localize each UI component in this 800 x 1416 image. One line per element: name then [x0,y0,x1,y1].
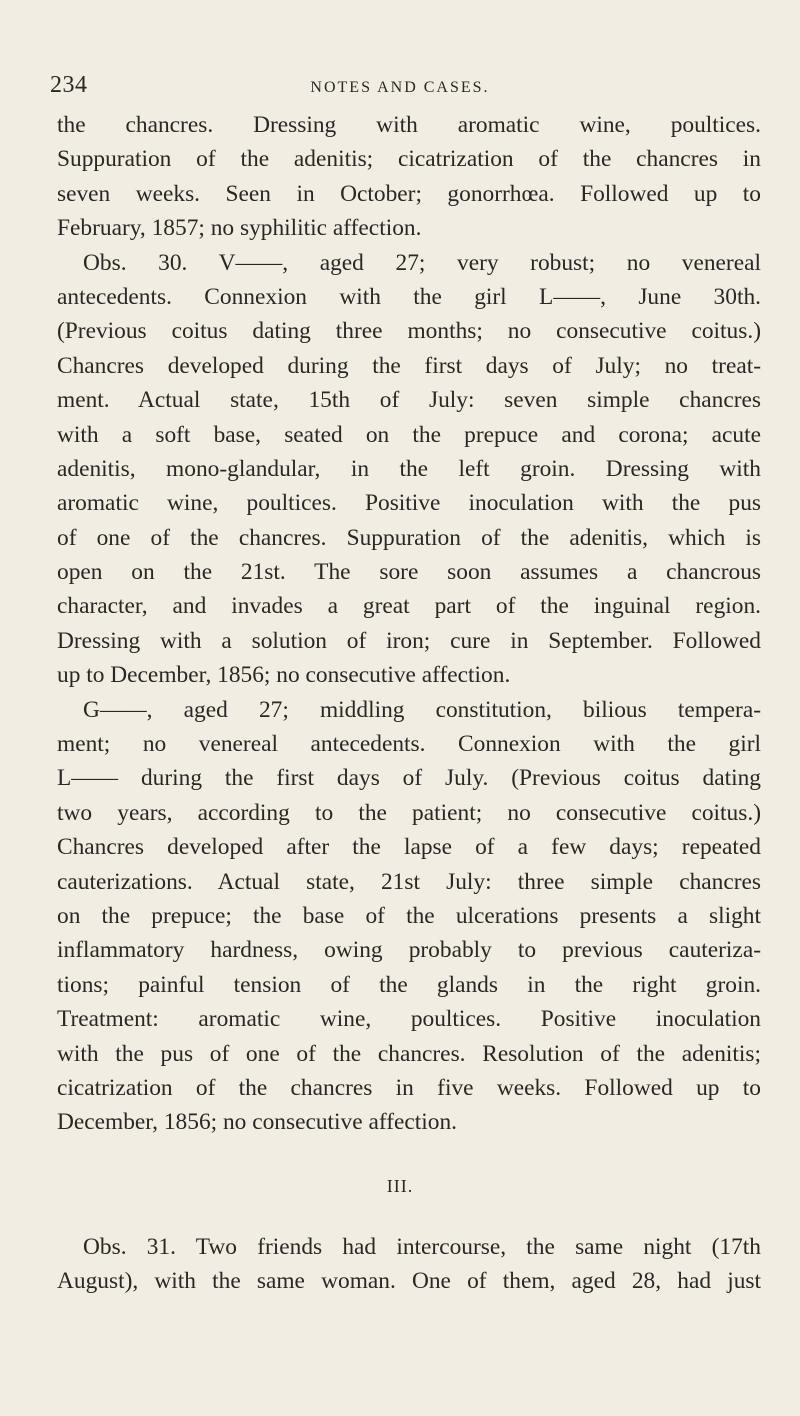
text-line: the chancres. Dressing with aromatic wine, poultices. [57,112,761,138]
text-line: ment; no venereal antecedents. Connexion with the girl [57,731,761,758]
section-text [57,1230,761,1299]
text-line: tions; painful tension of the glands in the right groin. [57,971,761,998]
text-line: Obs. 30. V——, aged 27; very robust; no venereal [83,249,761,276]
text-line: Dressing with a solution of iron; cure in September. Followed [57,627,761,654]
page-number: 234 [50,72,88,98]
text-line: December, 1856; no consecutive affection. [57,1109,458,1136]
text-line: seven weeks. Seen in October; gonorrhœa. Followed up to [57,180,761,207]
text-line: on the prepuce; the base of the ulcerations presents a slight [57,902,761,929]
text-line: inflammatory hardness, owing probably to previous cauteriza- [57,937,761,964]
text-line: Treatment: aromatic wine, poultices. Positive inoculation [57,1006,761,1033]
text-line: character, and invades a great part of the inguinal region. [57,593,761,620]
body-text [57,108,761,1140]
text-line: antecedents. Connexion with the girl L——, June 30th. [57,283,761,310]
text-line: of one of the chancres. Suppuration of the adenitis, which is [57,524,761,551]
text-line: two years, according to the patient; no consecutive coitus.) [57,799,761,826]
text-line: L—— during the first days of July. (Previous coitus dating [57,765,761,792]
section-numeral: III. [386,1176,414,1196]
text-line: cauterizations. Actual state, 21st July: three simple chancres [57,868,761,895]
text-line: G——, aged 27; middling constitution, bilious tempera- [83,696,761,723]
text-line: aromatic wine, poultices. Positive inoculation with the pus [57,490,761,517]
text-line: Suppuration of the adenitis; cicatrization of the chancres in [57,146,761,173]
text-line: open on the 21st. The sore soon assumes a chancrous [57,559,761,586]
text-line: up to December, 1856; no consecutive affection. [57,662,511,689]
text-line: with the pus of one of the chancres. Resolution of the adenitis; [57,1040,761,1067]
text-line: adenitis, mono-glandular, in the left groin. Dressing with [57,455,761,482]
running-head: NOTES AND CASES. [310,79,490,96]
text-line: (Previous coitus dating three months; no consecutive coitus.) [57,318,761,345]
text-line: August), with the same woman. One of them, aged 28, had just [57,1268,761,1295]
text-line: ment. Actual state, 15th of July: seven simple chancres [57,387,761,414]
text-line: with a soft base, seated on the prepuce and corona; acute [57,421,761,448]
text-line: February, 1857; no syphilitic affection. [57,215,422,242]
text-line: cicatrization of the chancres in five weeks. Followed up to [57,1074,761,1101]
text-line: Chancres developed after the lapse of a few days; repeated [57,834,761,861]
text-line: Chancres developed during the first days of July; no treat- [57,352,761,379]
text-line: Obs. 31. Two friends had intercourse, the same night (17th [83,1234,761,1260]
